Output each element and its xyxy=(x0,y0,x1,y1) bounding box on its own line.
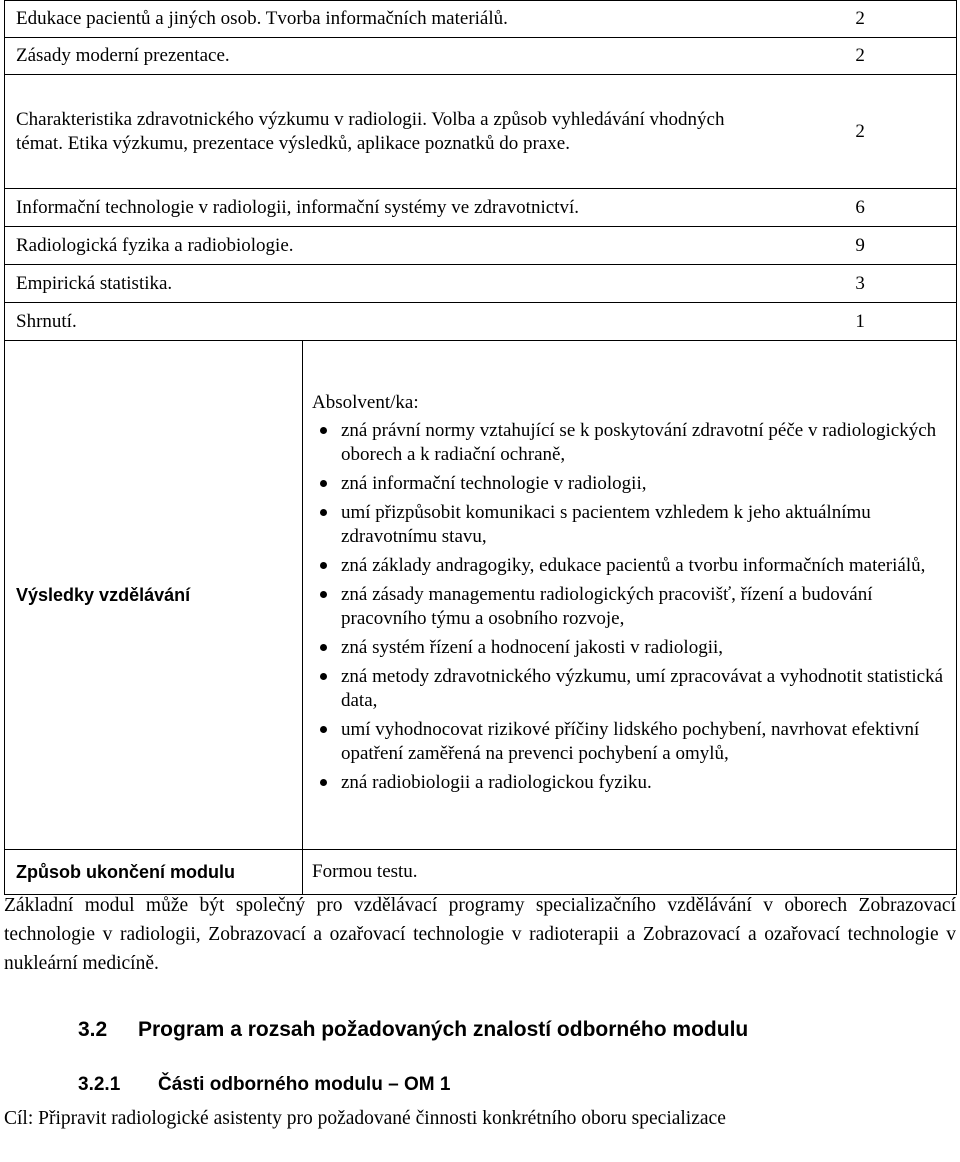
topic-hours: 6 xyxy=(855,196,865,218)
goal-paragraph: Cíl: Připravit radiologické asistenty pro požadované činnosti konkrétního oboru specializace xyxy=(4,1108,726,1129)
topic-row-cell xyxy=(5,303,957,341)
topic-text: Shrnutí. xyxy=(16,310,77,332)
outcome-text: umí vyhodnocovat rizikové příčiny lidského pochybení, navrhovat efektivní opatření zaměřená na prevenci pochybení a omylů, xyxy=(341,718,920,764)
outcome-item xyxy=(312,665,956,713)
outcome-item xyxy=(312,501,956,549)
topic-rows xyxy=(5,1,957,341)
subsection-number: 3.2.1 xyxy=(78,1074,121,1095)
topic-hours: 2 xyxy=(855,120,865,142)
topic-text: Radiologická fyzika a radiobiologie. xyxy=(16,234,294,256)
topic-row-cell xyxy=(5,265,957,303)
section-number: 3.2 xyxy=(78,1018,108,1041)
topic-text: Informační technologie v radiologii, informační systémy ve zdravotnictví. xyxy=(16,196,579,218)
bullet-icon xyxy=(320,562,327,569)
section-title: Program a rozsah požadovaných znalostí odborného modulu xyxy=(138,1018,749,1041)
outcome-text: zná metody zdravotnického výzkumu, umí zpracovávat a vyhodnotit statistická data, xyxy=(341,665,944,711)
outcome-item xyxy=(312,472,956,496)
topic-row-cell xyxy=(5,1,957,38)
outcome-item xyxy=(312,771,956,795)
completion-label: Způsob ukončení modulu xyxy=(5,850,303,895)
outcome-text: zná systém řízení a hodnocení jakosti v radiologii, xyxy=(341,636,724,658)
outcome-text: umí přizpůsobit komunikaci s pacientem vzhledem k jeho aktuálnímu zdravotnímu stavu, xyxy=(341,501,871,547)
subsection-title: Části odborného modulu – OM 1 xyxy=(158,1074,451,1095)
outcomes-list xyxy=(312,419,956,795)
section-heading xyxy=(78,1018,748,1042)
completion-value: Formou testu. xyxy=(303,850,957,895)
topic-row xyxy=(5,1,957,38)
outcome-text: zná základy andragogiky, edukace pacientů a tvorbu informačních materiálů, xyxy=(341,554,926,576)
topic-row xyxy=(5,303,957,341)
outcome-item xyxy=(312,554,956,578)
outcome-item xyxy=(312,636,956,660)
topic-hours: 2 xyxy=(855,45,865,66)
topic-row xyxy=(5,75,957,189)
subsection-heading xyxy=(78,1074,450,1096)
topic-row xyxy=(5,38,957,75)
outcomes-cell xyxy=(303,341,957,850)
outcomes-row xyxy=(5,341,957,850)
topic-hours: 2 xyxy=(855,8,865,29)
topic-text: Empirická statistika. xyxy=(16,272,173,294)
topic-hours: 9 xyxy=(855,234,865,256)
bullet-icon xyxy=(320,779,327,786)
completion-row xyxy=(5,850,957,895)
outcome-item xyxy=(312,583,956,631)
topic-hours: 3 xyxy=(855,272,865,294)
bullet-icon xyxy=(320,480,327,487)
outcome-text: zná informační technologie v radiologii, xyxy=(341,472,647,494)
topic-text: Zásady moderní prezentace. xyxy=(16,45,230,66)
bullet-icon xyxy=(320,509,327,516)
topic-row-cell xyxy=(5,189,957,227)
bullet-icon xyxy=(320,427,327,434)
outcome-text: zná zásady managementu radiologických pracovišť, řízení a budování pracovního týmu a osobního rozvoje, xyxy=(341,583,873,629)
outcome-item xyxy=(312,419,956,467)
document-page xyxy=(4,0,956,895)
outcomes-intro: Absolvent/ka: xyxy=(312,391,419,413)
module-table xyxy=(4,0,957,895)
module-note-paragraph: Základní modul může být společný pro vzdělávací programy specializačního vzdělávání v oborech Zobrazovací technologie v radiologii, Zobrazovací a ozařovací technologie v radioterapii a Zobrazovací a ozařovací technologie v nukleární medicíně. xyxy=(4,895,956,974)
topic-row xyxy=(5,265,957,303)
outcome-text: zná právní normy vztahující se k poskytování zdravotní péče v radiologických oborech a k radiační ochraně, xyxy=(341,419,937,465)
bullet-icon xyxy=(320,591,327,598)
topic-row xyxy=(5,227,957,265)
topic-text: Edukace pacientů a jiných osob. Tvorba informačních materiálů. xyxy=(16,8,508,29)
topic-row-cell xyxy=(5,75,957,189)
topic-text: Charakteristika zdravotnického výzkumu v radiologii. Volba a způsob vyhledávání vhodných témat. Etika výzkumu, prezentace výsledků, aplikace poznatků do praxe. xyxy=(16,108,725,154)
topic-row-cell xyxy=(5,227,957,265)
bullet-icon xyxy=(320,726,327,733)
outcome-item xyxy=(312,718,956,766)
outcomes-label: Výsledky vzdělávání xyxy=(5,341,303,850)
topic-hours: 1 xyxy=(855,310,865,332)
topic-row xyxy=(5,189,957,227)
bullet-icon xyxy=(320,673,327,680)
bullet-icon xyxy=(320,644,327,651)
outcome-text: zná radiobiologii a radiologickou fyziku. xyxy=(341,771,652,793)
topic-row-cell xyxy=(5,38,957,75)
